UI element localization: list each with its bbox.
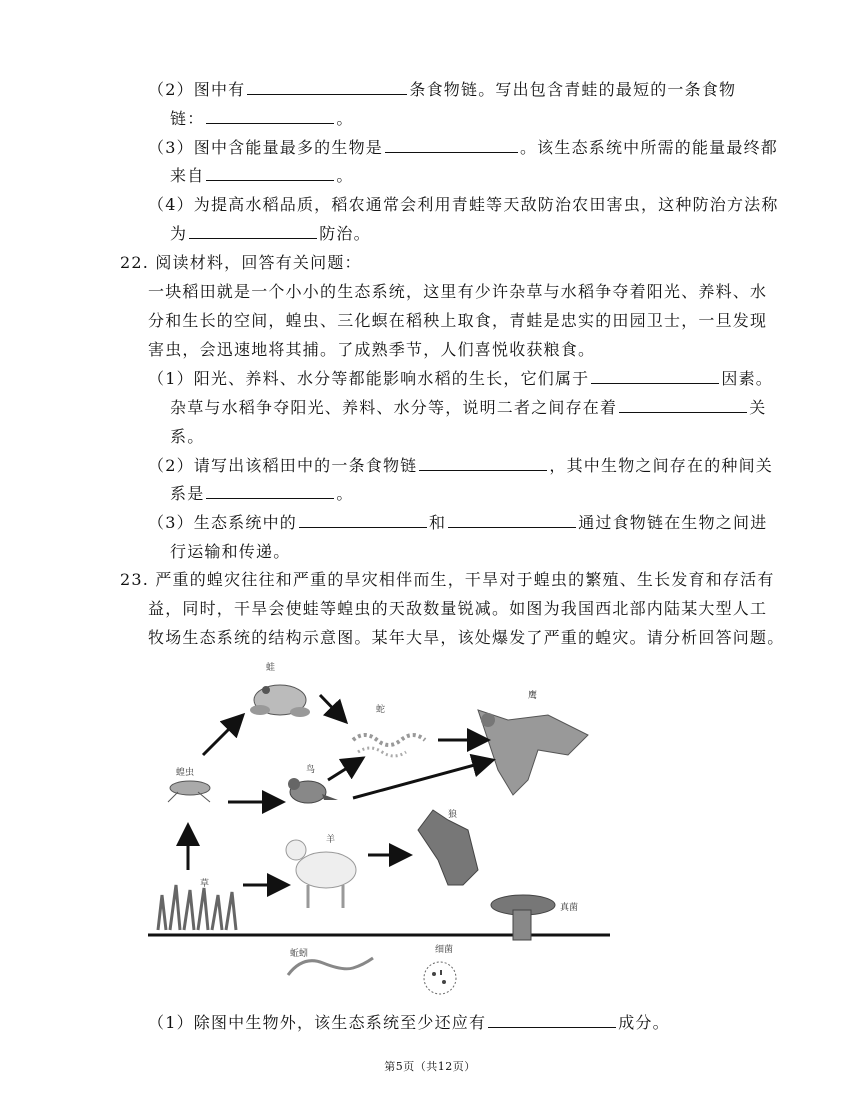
answer-blank[interactable] — [206, 484, 334, 499]
q22-part1-line3: 系。 — [170, 427, 205, 446]
frog-illustration — [250, 685, 310, 717]
q21-part4-line2: 为 防治。 — [170, 224, 371, 243]
answer-blank[interactable] — [206, 166, 334, 181]
mushroom-illustration — [491, 895, 555, 940]
answer-blank[interactable] — [448, 513, 576, 528]
q21-part2-line1: （2）图中有 条食物链。写出包含青蛙的最短的一条食物 — [148, 80, 737, 99]
answer-blank[interactable] — [488, 1013, 616, 1028]
locust-illustration — [168, 781, 210, 802]
answer-blank[interactable] — [591, 369, 719, 384]
bird-illustration — [288, 778, 338, 803]
mushroom-label: 真菌 — [560, 903, 579, 913]
q22-part3-line2: 行运输和传递。 — [170, 542, 291, 561]
wolf-label: 狼 — [448, 810, 458, 820]
bacteria-illustration — [424, 962, 456, 994]
q22-part2-line1: （2）请写出该稻田中的一条食物链 ，其中生物之间存在的种间关 — [148, 456, 773, 475]
q22-title: 22. 阅读材料，回答有关问题： — [120, 253, 362, 272]
q22-material-line2: 分和生长的空间，蝗虫、三化螟在稻秧上取食，青蛙是忠实的田园卫士，一旦发现 — [148, 311, 768, 330]
grass-illustration — [158, 885, 236, 930]
q23-stem-line3: 牧场生态系统的结构示意图。某年大旱，该处爆发了严重的蝗灾。请分析回答问题。 — [148, 628, 785, 647]
q23-stem-line1: 23. 严重的蝗灾往往和严重的旱灾相伴而生，干旱对于蝗虫的繁殖、生长发育和存活有 — [120, 570, 775, 589]
arrow-locust-frog — [203, 715, 243, 755]
food-web-diagram — [148, 660, 618, 1005]
q22-material-line1: 一块稻田就是一个小小的生态系统，这里有少许杂草与水稻争夺着阳光、养料、水 — [148, 282, 768, 301]
answer-blank[interactable] — [189, 224, 317, 239]
q22-part1-line2: 杂草与水稻争夺阳光、养料、水分等，说明二者之间存在着 关 — [170, 398, 767, 417]
bacteria-label: 细菌 — [435, 945, 454, 955]
earthworm-label: 蚯蚓 — [290, 949, 309, 959]
hawk-label: 鹰 — [528, 691, 538, 701]
arrow-bird-hawk — [353, 760, 493, 798]
answer-blank[interactable] — [247, 80, 407, 95]
q21-part3-line2: 来自 。 — [170, 166, 354, 185]
q23-part1: （1）除图中生物外，该生态系统至少还应有 成分。 — [148, 1013, 670, 1032]
answer-blank[interactable] — [619, 398, 747, 413]
wolf-illustration — [418, 810, 478, 885]
q22-part2-line2: 系是 。 — [170, 484, 354, 503]
q21-part2-line2: 链： 。 — [170, 109, 354, 128]
q22-part1-line1: （1）阳光、养料、水分等都能影响水稻的生长，它们属于 因素。 — [148, 369, 773, 388]
frog-label: 蛙 — [266, 663, 276, 673]
grass-label: 草 — [200, 879, 210, 889]
answer-blank[interactable] — [299, 513, 427, 528]
hawk-illustration — [478, 710, 588, 795]
snake-illustration — [353, 735, 425, 756]
q22-material-line3: 害虫，会迅速地将其捕。了成熟季节，人们喜悦收获粮食。 — [148, 340, 596, 359]
q23-stem-line2: 益，同时，干旱会使蛙等蝗虫的天敌数量锐减。如图为我国西北部内陆某大型人工 — [148, 599, 768, 618]
snake-label: 蛇 — [376, 705, 386, 715]
q21-part3-line1: （3）图中含能量最多的生物是 。该生态系统中所需的能量最终都 — [148, 138, 778, 157]
sheep-label: 羊 — [326, 835, 336, 845]
arrow-bird-snake — [328, 758, 363, 780]
answer-blank[interactable] — [206, 109, 334, 124]
page-footer: 第5页（共12页） — [384, 1060, 476, 1073]
sheep-illustration — [286, 840, 356, 908]
arrow-frog-snake — [320, 695, 346, 722]
bird-label: 鸟 — [306, 765, 316, 775]
earthworm-illustration — [288, 958, 373, 975]
answer-blank[interactable] — [419, 456, 547, 471]
q22-part3-line1: （3）生态系统中的 和 通过食物链在生物之间进 — [148, 513, 768, 532]
q21-part4-line1: （4）为提高水稻品质，稻农通常会利用青蛙等天敌防治农田害虫，这种防治方法称 — [148, 195, 779, 214]
answer-blank[interactable] — [385, 138, 518, 153]
locust-label: 蝗虫 — [176, 768, 195, 778]
